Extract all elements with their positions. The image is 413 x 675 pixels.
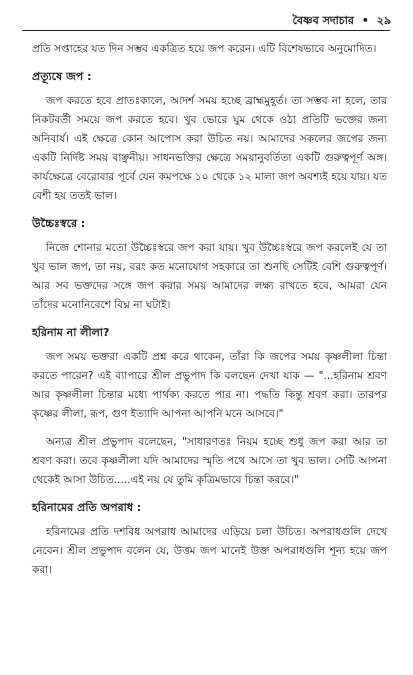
paragraph-intro: প্রতি সপ্তাহের যত দিন সম্ভব একত্রিত হয়ে জপ করেন। এটি বিশেষভাবে অনুমোদিত। xyxy=(32,43,377,55)
page-number: ২৯ xyxy=(376,14,391,27)
running-title: বৈষ্ণব সদাচার xyxy=(292,14,354,27)
heading-loud-chanting: উচ্চৈঃস্বরে : xyxy=(32,217,86,230)
paragraph-prabhupada-quote: অন্যত্র শ্রীল প্রভুপাদ বলেছেন, "সাধারণতঃ নিয়ম হচ্ছে শুধু জপ করা আর তা শ্রবণ করা। তবে কৃষ্ণলীলা যদি আমাদের স্মৃতি পথে আসে তা খুব ভাল। সেটি আপনা থেকেই আসা উচিত.....এই নয় যে তুমি কৃত্রিমভাবে চিন্তা করবে।" xyxy=(32,436,387,486)
header-bullet: • xyxy=(361,14,369,27)
paragraph-name-or-pastimes: জপ সময় ভক্তরা একটি প্রশ্ন করে থাকেন, তাঁরা কি জপের সময় কৃষ্ণলীলা চিন্তা করতে পারেন? এই ব্যাপারে শ্রীল প্রভুপাদ কি বলছেন দেখা যাক — "...হরিনাম শ্রবণ আর কৃষ্ণলীলা চিন্তার মধ্যে পার্থক্য করতে পার না। পদ্ধতি কিন্তু শ্রবণ করা। তারপর কৃষ্ণের লীলা, রূপ, গুণ ইত্যাদি আপনা আপনি মনে আসবে।" xyxy=(32,351,387,420)
paragraph-loud-chanting: নিজে শোনার মতো উচ্চৈঃস্বরে জপ করা যায়। খুব উচ্চৈঃস্বরে জপ করলেই যে তা খুব ভাল জপ, তা নয়, বরং কত মনোযোগ সহকারে তা শুনছি সেটিই বেশি গুরুত্বপূর্ণ। আর সব ভক্তদের সঙ্গে জপ করার সময় আমাদের লক্ষ্য রাখতে হবে, আমরা যেন তাঁদের মনোনিবেশে বিঘ্ন না ঘটাই। xyxy=(32,242,387,311)
page-body xyxy=(32,40,387,589)
paragraph-early-morning: জপ করতে হবে প্রাতঃকালে, আদর্শ সময় হচ্ছে ব্রাহ্মমুহূর্ত। তা সম্ভব না হলে, তার নিকটবর্তী সময়ে জপ করতে হবে। খুব ভোরে ঘুম থেকে ওঠা প্রতিটি ভক্তের জন্য অনিবার্য। এই ক্ষেত্রে কোন আপোস করা উচিত নয়। আমাদের সকলের জপের জন্য একটি নির্দিষ্ট সময় বাঞ্ছনীয়। সাধনভক্তির ক্ষেত্রে সময়ানুবর্তিতা একটি গুরুত্বপূর্ণ অঙ্গ। কার্যক্ষেত্রে বেরোবার পূর্বে যেন কমপক্ষে ১০ থেকে ১২ মালা জপ অবশ্যই হয়ে যায়। যত বেশী হয় ততই ভাল। xyxy=(32,95,387,202)
header-rule xyxy=(22,30,390,31)
heading-name-or-pastimes: হরিনাম না লীলা? xyxy=(32,326,110,339)
paragraph-offenses: হরিনামের প্রতি দশবিধ অপরাধ আমাদের এড়িয়ে চলা উচিত। অপরাধগুলি দেখে নেবেন। শ্রীল প্রভুপাদ বলেন যে, উত্তম জপ মানেই উক্ত অপরাধগুলি শূন্য হয়ে জপ করা। xyxy=(32,526,387,576)
running-header xyxy=(292,12,391,31)
heading-offenses: হরিনামের প্রতি অপরাধ : xyxy=(32,501,142,514)
heading-early-morning-japa: প্রত্যূষে জপ : xyxy=(32,70,92,83)
